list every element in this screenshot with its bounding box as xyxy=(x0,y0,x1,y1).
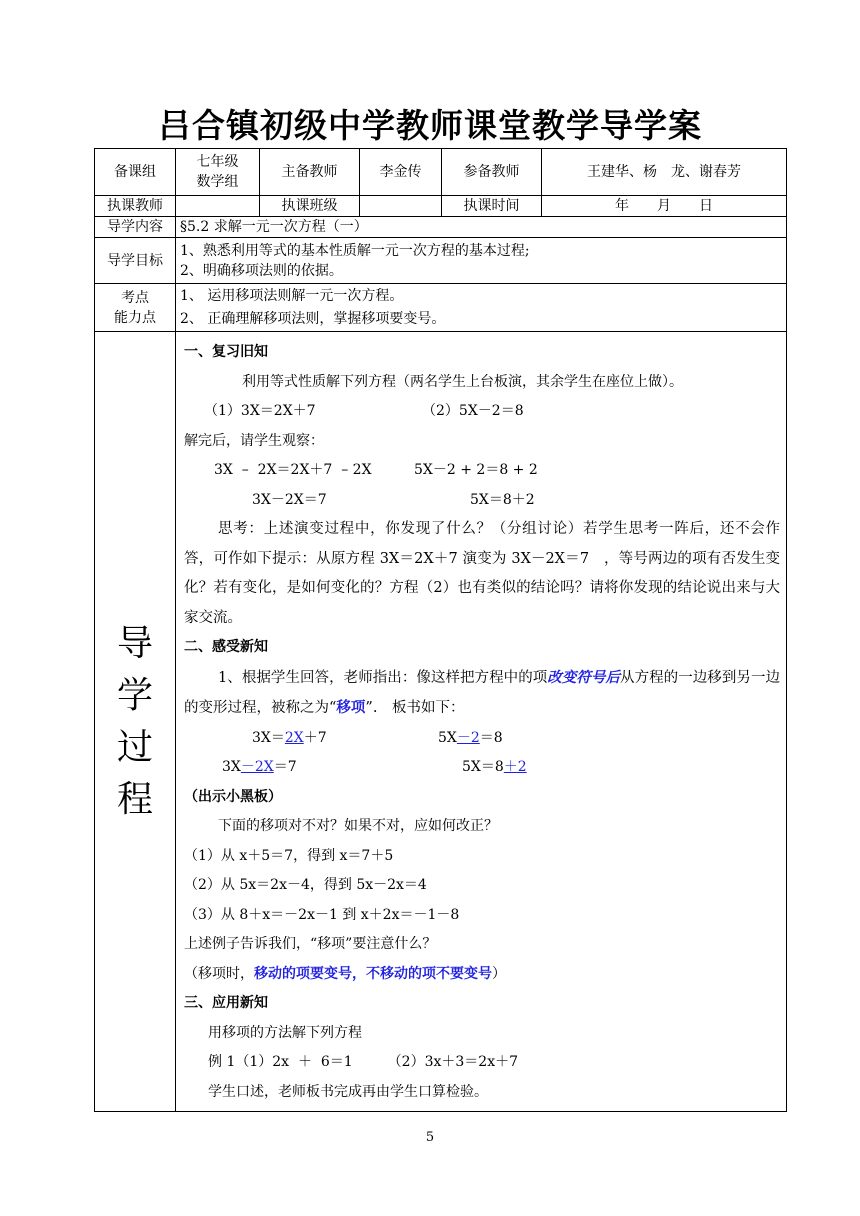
points-label: 考点 能力点 xyxy=(95,284,176,332)
paragraph: （移项时，移动的项要变号，不移动的项不要变号） xyxy=(184,965,506,982)
page-number: 5 xyxy=(425,1130,435,1145)
content-label: 导学内容 xyxy=(95,217,176,238)
goals-value xyxy=(176,238,787,284)
section-heading: 三、应用新知 xyxy=(184,995,268,1011)
assist-teacher-label: 参备教师 xyxy=(442,149,542,196)
equation-row: 3X＝2X＋7 5X－2＝8 xyxy=(252,729,503,746)
paragraph: 用移项的方法解下列方程 xyxy=(208,1024,362,1041)
point-item: 1、 运用移项法则解一元一次方程。 xyxy=(180,287,404,304)
class-label: 执课班级 xyxy=(260,196,360,217)
goal-item: 1、熟悉利用等式的基本性质解一元一次方程的基本过程; xyxy=(180,242,530,259)
teacher-label: 执课教师 xyxy=(95,196,176,217)
section-heading: 一、复习旧知 xyxy=(184,344,268,360)
process-body xyxy=(176,332,787,1112)
point-item: 2、 正确理解移项法则，掌握移项要变号。 xyxy=(180,310,446,327)
equation-row: 3X – 2X＝2X＋7 – 2X 5X－2 + 2＝8 + 2 xyxy=(214,462,538,478)
section-heading: 二、感受新知 xyxy=(184,639,268,655)
content-value: §5.2 求解一元一次方程（一） xyxy=(176,217,787,238)
goal-item: 2、明确移项法则的依据。 xyxy=(180,262,343,279)
goals-row xyxy=(95,238,787,284)
list-item: （3）从 8＋x＝－2x－1 到 x＋2x＝－1－8 xyxy=(184,906,460,923)
header-row-1 xyxy=(95,149,787,196)
list-item: （1）从 x＋5＝7，得到 x＝7＋5 xyxy=(184,847,394,864)
content-row xyxy=(95,217,787,238)
paragraph: 学生口述，老师板书完成再由学生口算检验。 xyxy=(208,1083,488,1100)
points-value xyxy=(176,284,787,332)
paragraph: 1、根据学生回答，老师指出：像这样把方程中的项改变符号后从方程的一边移到另一边的变形过程，被称之为“移项”. 板书如下： xyxy=(184,668,780,716)
equation-row: （1）3X＝2X＋7 （2）5X－2＝8 xyxy=(204,403,524,419)
group-value: 七年级 数学组 xyxy=(176,149,260,196)
goals-label: 导学目标 xyxy=(95,238,176,284)
time-value: 年 月 日 xyxy=(542,196,787,217)
header-row-2 xyxy=(95,196,787,217)
paragraph: 解完后，请学生观察： xyxy=(184,432,324,449)
time-label: 执课时间 xyxy=(442,196,542,217)
process-row xyxy=(95,332,787,1112)
lesson-plan-table xyxy=(94,148,787,1112)
points-row xyxy=(95,284,787,332)
group-label: 备课组 xyxy=(95,149,176,196)
paragraph: 下面的移项对不对？如果不对，应如何改正？ xyxy=(218,818,498,834)
assist-teacher-value: 王建华、杨 龙、谢春芳 xyxy=(542,149,787,196)
paragraph: 上述例子告诉我们，“移项”要注意什么？ xyxy=(184,936,437,952)
teacher-value xyxy=(176,196,260,217)
page-title: 吕合镇初级中学教师课堂教学导学案 xyxy=(158,106,702,145)
example: 例 1（1）2x ＋ 6＝1 （2）3x＋3＝2x＋7 xyxy=(208,1054,519,1070)
class-value xyxy=(360,196,442,217)
board-note: （出示小黑板） xyxy=(184,788,282,805)
lead-teacher-value: 李金传 xyxy=(360,149,442,196)
lead-teacher-label: 主备教师 xyxy=(260,149,360,196)
paragraph: 利用等式性质解下列方程（两名学生上台板演，其余学生在座位上做）。 xyxy=(242,373,683,390)
list-item: （2）从 5x＝2x－4，得到 5x－2x＝4 xyxy=(184,877,427,893)
paragraph: 思考：上述演变过程中，你发现了什么？（分组讨论）若学生思考一阵后，还不会作答，可作如下提示：从原方程 3X＝2X＋7 演变为 3X－2X＝7 ，等号两边的项有否发生变化？若有变化，是如何变化的？方程（2）也有类似的结论吗？请将你发现的结论说出来与大家交流。 xyxy=(184,521,780,626)
equation-row: 3X－2X＝7 5X＝8＋2 xyxy=(252,491,535,508)
equation-row: 3X－2X＝7 5X＝8＋2 xyxy=(222,759,527,775)
process-label: 导 学 过 程 xyxy=(95,332,176,1112)
